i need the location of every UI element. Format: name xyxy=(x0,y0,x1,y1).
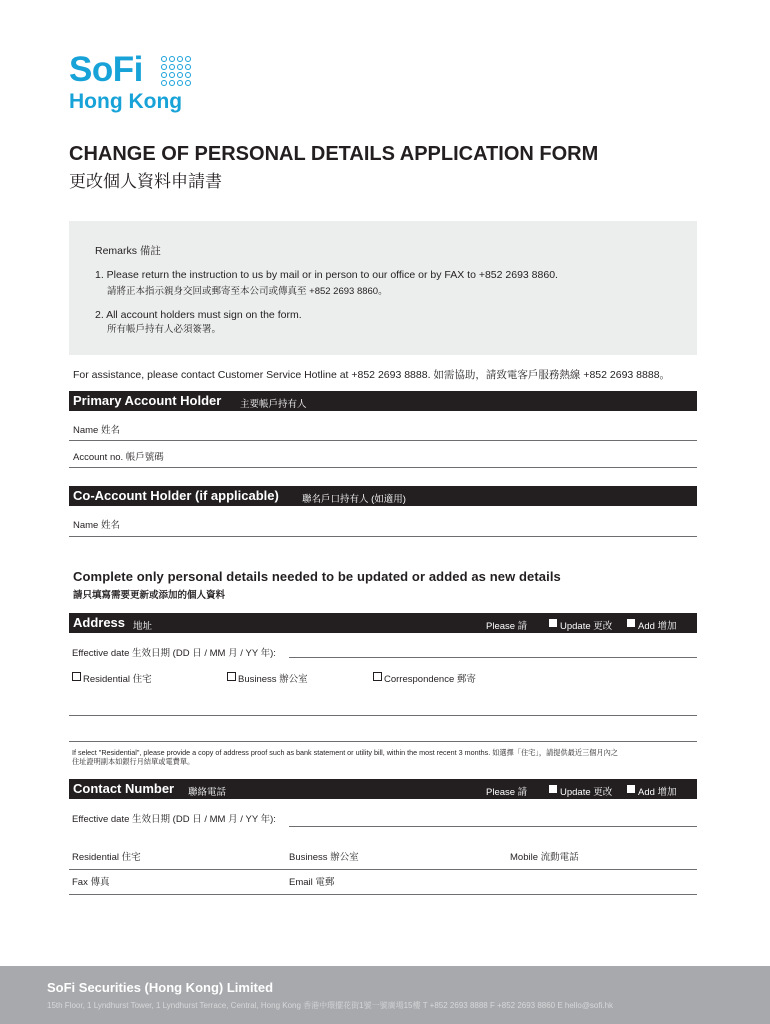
primary-name-field[interactable] xyxy=(69,440,697,441)
contact-effective-date-label: Effective date 生效日期 (DD 日 / MM 月 / YY 年): xyxy=(72,814,276,825)
correspondence-checkbox[interactable] xyxy=(373,672,382,681)
address-proof-note-chinese: 住址證明副本如銀行月結單或電費單。 xyxy=(72,757,195,766)
business-phone-label: Business 辦公室 xyxy=(289,852,359,863)
section-title: Co-Account Holder (if applicable) xyxy=(73,488,279,503)
residential-phone-label: Residential 住宅 xyxy=(72,852,141,863)
assistance-text: For assistance, please contact Customer Service Hotline at +852 2693 8888. 如需協助，請致電客戶服務熱線 +852 2693 8888。 xyxy=(73,369,671,381)
business-checkbox[interactable] xyxy=(227,672,236,681)
company-name: SoFi Securities (Hong Kong) Limited xyxy=(47,980,274,995)
update-label: Update 更改 xyxy=(560,621,613,632)
logo-text-sofi: SoFi xyxy=(69,50,143,89)
section-header-primary xyxy=(69,391,697,411)
mobile-phone-label: Mobile 流動電話 xyxy=(510,852,579,863)
contact-update-checkbox[interactable] xyxy=(549,785,557,793)
address-add-checkbox[interactable] xyxy=(627,619,635,627)
form-title: CHANGE OF PERSONAL DETAILS APPLICATION FORM xyxy=(69,143,599,165)
section-title-chinese: 地址 xyxy=(133,621,153,632)
remarks-heading: Remarks 備註 xyxy=(95,245,161,257)
please-label: Please 請 xyxy=(486,787,528,798)
section-title: Primary Account Holder xyxy=(73,393,222,408)
address-proof-note: If select "Residential", please provide a copy of address proof such as bank statement or utility bill, within the most recent 3 months. 如選擇「住宅」，請提供最近三個月內之 xyxy=(72,748,618,757)
business-label: Business 辦公室 xyxy=(238,674,308,685)
fax-email-field[interactable] xyxy=(69,894,697,895)
instruction-text: Complete only personal details needed to be updated or added as new details xyxy=(73,569,561,584)
remarks-box xyxy=(69,221,697,355)
update-label: Update 更改 xyxy=(560,787,613,798)
form-title-chinese: 更改個人資料申請書 xyxy=(69,172,222,191)
phone-numbers-field[interactable] xyxy=(69,869,697,870)
contact-effective-date-field[interactable] xyxy=(289,826,697,827)
co-holder-name-label: Name 姓名 xyxy=(73,520,120,531)
section-header-contact xyxy=(69,779,697,799)
fax-label: Fax 傳真 xyxy=(72,877,110,888)
section-title-chinese: 主要帳戶持有人 xyxy=(240,399,307,410)
logo-text-hong-kong: Hong Kong xyxy=(69,90,183,113)
remark-2: 2. All account holders must sign on the form. xyxy=(95,309,302,321)
address-line-2[interactable] xyxy=(69,741,697,742)
section-title-chinese: 聯名戶口持有人 (如適用) xyxy=(302,494,406,505)
contact-add-checkbox[interactable] xyxy=(627,785,635,793)
email-label: Email 電郵 xyxy=(289,877,335,888)
company-address: 15th Floor, 1 Lyndhurst Tower, 1 Lyndhurst Terrace, Central, Hong Kong 香港中環擺花街1號一號廣場15樓 T +852 2693 8888 F +852 2693 8860 E hello@sofi.hk xyxy=(47,1001,614,1010)
section-title: Contact Number xyxy=(73,781,175,796)
add-label: Add 增加 xyxy=(638,787,677,798)
footer xyxy=(0,966,770,1024)
remark-1-chinese: 請將正本指示親身交回或郵寄至本公司或傳真至 +852 2693 8860。 xyxy=(107,286,388,297)
remark-1: 1. Please return the instruction to us by mail or in person to our office or by FAX to +852 2693 8860. xyxy=(95,269,558,281)
section-title: Address xyxy=(73,615,126,630)
section-title-chinese: 聯絡電話 xyxy=(188,787,227,798)
address-effective-date-label: Effective date 生效日期 (DD 日 / MM 月 / YY 年): xyxy=(72,648,276,659)
residential-checkbox[interactable] xyxy=(72,672,81,681)
primary-account-label: Account no. 帳戶號碼 xyxy=(73,452,164,463)
residential-label: Residential 住宅 xyxy=(83,674,152,685)
section-header-address xyxy=(69,613,697,633)
primary-account-field[interactable] xyxy=(69,467,697,468)
sofi-hong-kong-logo xyxy=(69,52,209,116)
logo-dots-icon xyxy=(161,56,191,86)
please-label: Please 請 xyxy=(486,621,528,632)
correspondence-label: Correspondence 郵寄 xyxy=(384,674,476,685)
add-label: Add 增加 xyxy=(638,621,677,632)
primary-name-label: Name 姓名 xyxy=(73,425,120,436)
address-effective-date-field[interactable] xyxy=(289,657,697,658)
address-update-checkbox[interactable] xyxy=(549,619,557,627)
address-line-1[interactable] xyxy=(69,715,697,716)
remark-2-chinese: 所有帳戶持有人必須簽署。 xyxy=(107,324,222,335)
section-header-co-holder xyxy=(69,486,697,506)
instruction-text-chinese: 請只填寫需要更新或添加的個人資料 xyxy=(73,590,226,601)
co-holder-name-field[interactable] xyxy=(69,536,697,537)
